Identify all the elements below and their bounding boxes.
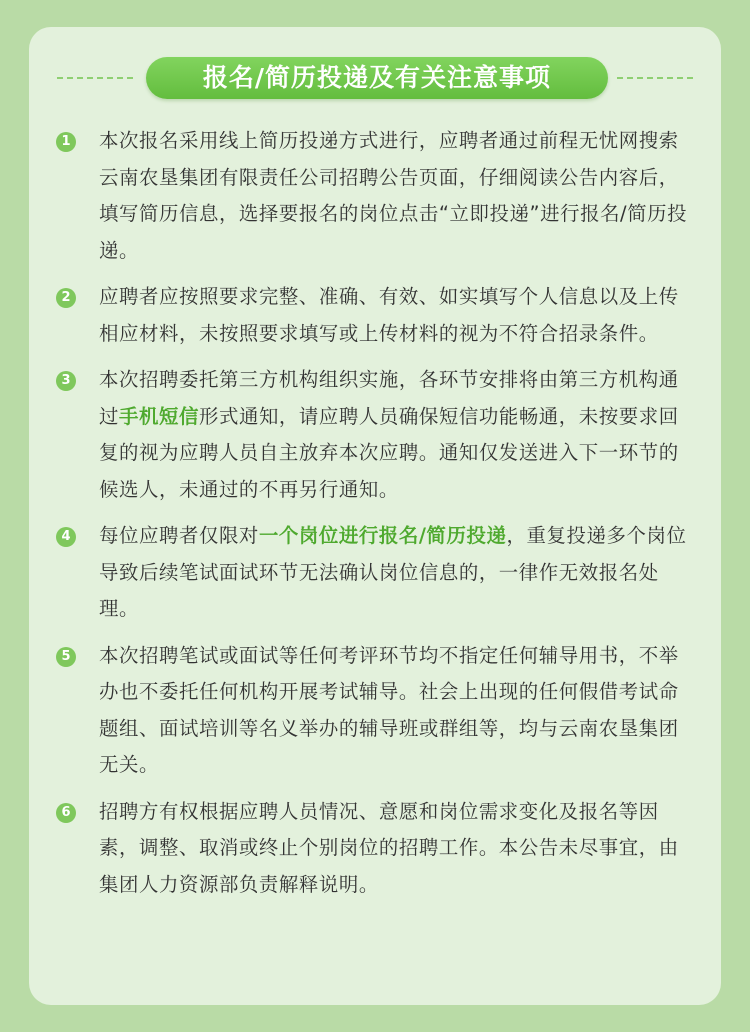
- number-badge-icon: 1: [56, 132, 76, 152]
- item-highlight: 手机短信: [119, 404, 199, 428]
- item-text-part: 每位应聘者仅限对: [99, 524, 259, 547]
- list-item: [29, 518, 721, 628]
- notice-list: [29, 123, 721, 913]
- item-text-part: 本次招聘委托第三方机构组织实施，各环节安排将由第三方机构通过: [99, 368, 679, 428]
- item-text-part: 应聘者应按照要求完整、准确、有效、如实填写个人信息以及上传相应材料，未按照要求填写或上传材料的视为不符合招录条件。: [99, 285, 679, 345]
- number-badge-icon: 3: [56, 371, 76, 391]
- page-title: 报名/简历投递及有关注意事项: [146, 57, 608, 99]
- item-text: [99, 638, 695, 784]
- item-text: [99, 794, 695, 904]
- item-text: [99, 279, 695, 352]
- item-highlight: 一个岗位进行报名/简历投递: [258, 524, 507, 547]
- list-item: [29, 279, 721, 352]
- item-text: [99, 518, 695, 628]
- number-badge-icon: 2: [56, 288, 76, 308]
- number-badge-icon: 5: [56, 647, 76, 667]
- list-item: [29, 362, 721, 508]
- item-text-part: 本次报名采用线上简历投递方式进行，应聘者通过前程无忧网搜索云南农垦集团有限责任公司招聘公告页面，仔细阅读公告内容后，填写简历信息，选择要报名的岗位点击“立即投递”进行报名/简历投递。: [99, 129, 688, 262]
- title-divider-right: [617, 77, 693, 79]
- notice-card: [29, 27, 721, 1005]
- list-item: [29, 794, 721, 904]
- item-text: [99, 123, 695, 269]
- title-divider-left: [57, 77, 133, 79]
- list-item: [29, 123, 721, 269]
- number-badge-icon: 6: [56, 803, 76, 823]
- item-text: [99, 362, 695, 508]
- item-text-part: ，重复投递多个岗位导致后续笔试面试环节无法确认岗位信息的，一律作无效报名处理。: [99, 524, 687, 620]
- item-text-part: 招聘方有权根据应聘人员情况、意愿和岗位需求变化及报名等因素，调整、取消或终止个别岗位的招聘工作。本公告未尽事宜，由集团人力资源部负责解释说明。: [99, 799, 679, 896]
- item-text-part: 形式通知，请应聘人员确保短信功能畅通，未按要求回复的视为应聘人员自主放弃本次应聘。通知仅发送进入下一环节的候选人，未通过的不再另行通知。: [99, 404, 679, 501]
- item-text-part: 本次招聘笔试或面试等任何考评环节均不指定任何辅导用书，不举办也不委托任何机构开展考试辅导。社会上出现的任何假借考试命题组、面试培训等名义举办的辅导班或群组等，均与云南农垦集团无关。: [99, 643, 679, 776]
- number-badge-icon: 4: [56, 527, 76, 547]
- title-row: [29, 57, 721, 99]
- list-item: [29, 638, 721, 784]
